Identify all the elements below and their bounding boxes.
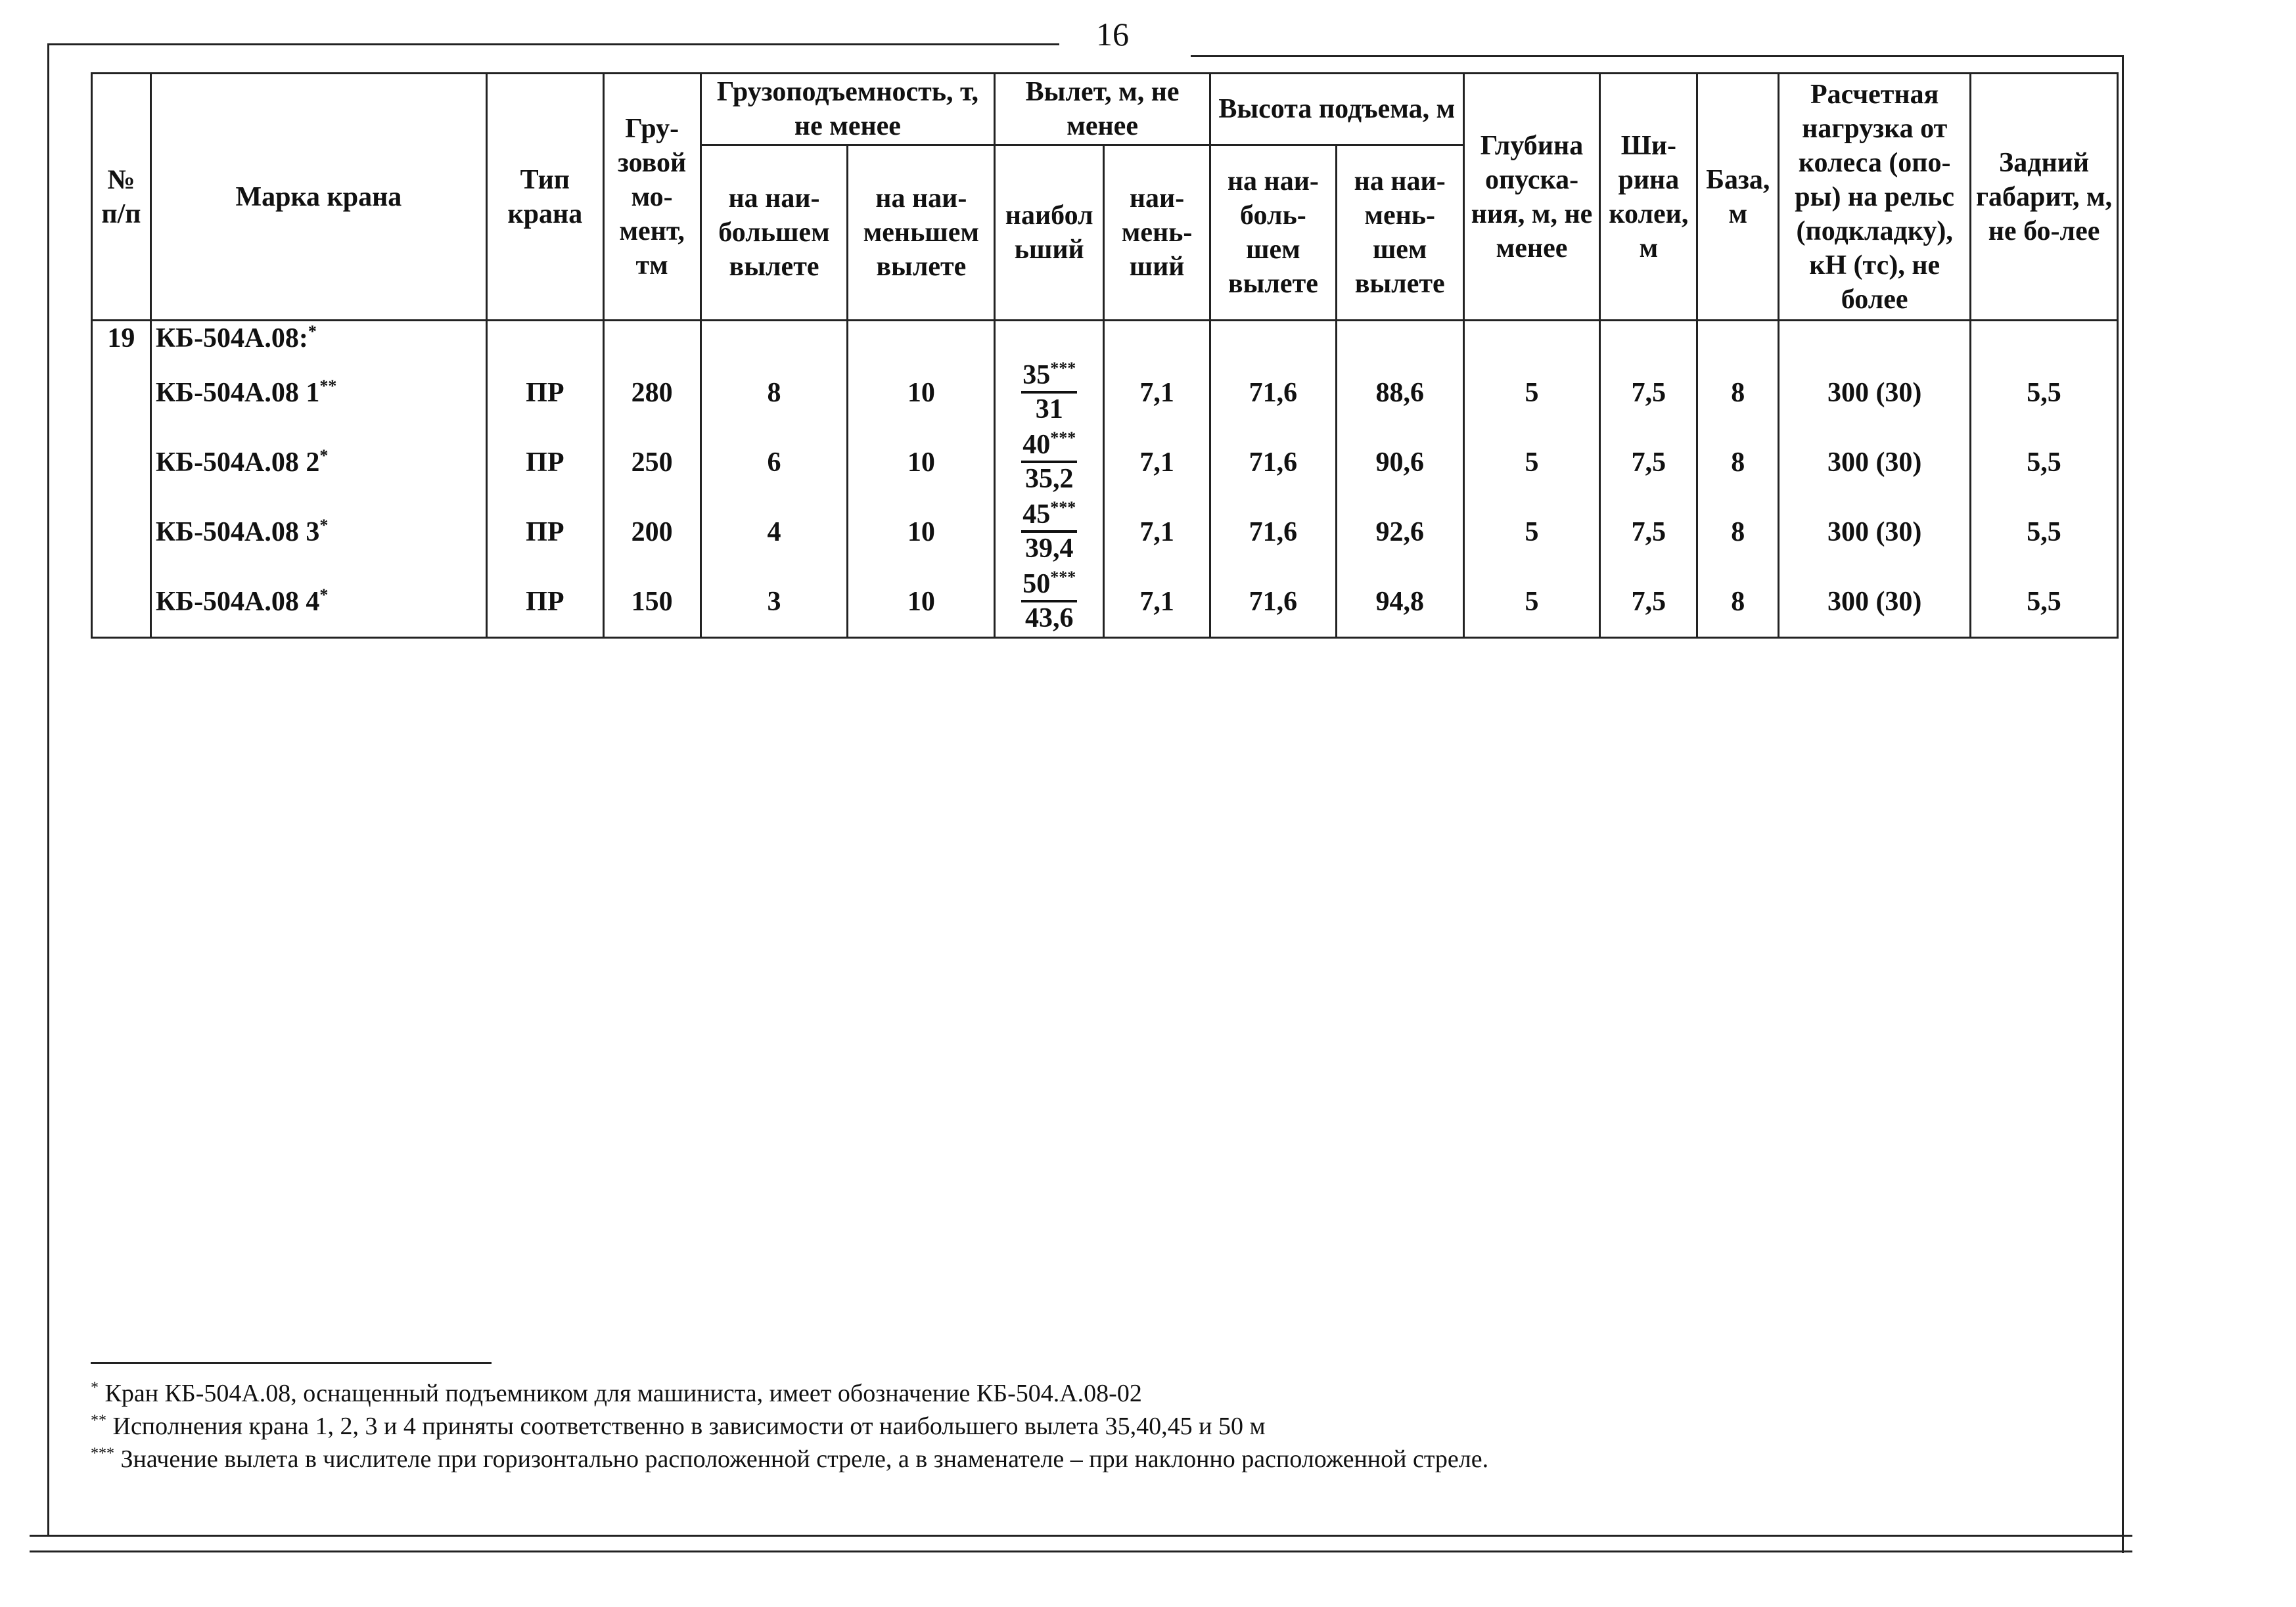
height-min: 90,6 — [1336, 428, 1463, 497]
frame-line — [2122, 55, 2124, 1553]
gauge: 7,5 — [1600, 567, 1697, 638]
table-row — [92, 428, 2118, 497]
footnote-rule — [91, 1362, 492, 1364]
table-row — [92, 497, 2118, 567]
header-height-max: на наи-боль-шем вылете — [1210, 145, 1336, 321]
rear-clearance: 5,5 — [1971, 358, 2118, 428]
reach-max: $\frac{35^{***}}{31}$ — [995, 358, 1104, 428]
capacity-max: 4 — [700, 497, 848, 567]
header-no: № п/п — [92, 74, 151, 321]
footnotes — [91, 1377, 1488, 1476]
height-max: 71,6 — [1210, 497, 1336, 567]
header-brand: Марка крана — [150, 74, 486, 321]
base: 8 — [1697, 428, 1779, 497]
group-number: 19 — [92, 321, 151, 359]
header-reach-max: наибол ьший — [995, 145, 1104, 321]
footnote: ** Исполнения крана 1, 2, 3 и 4 приняты соответственно в зависимости от наибольшего вылета 35,40,45 и 50 м — [91, 1412, 1266, 1440]
header-type: Тип крана — [486, 74, 603, 321]
depth: 5 — [1463, 497, 1600, 567]
height-max: 71,6 — [1210, 428, 1336, 497]
header-reach-min: наи-мень-ший — [1104, 145, 1210, 321]
header-capacity: Грузоподъемность, т, не менее — [700, 74, 995, 145]
frame-line — [47, 43, 49, 1535]
reach-min: 7,1 — [1104, 428, 1210, 497]
header-depth: Глубина опуска-ния, м, не менее — [1463, 74, 1600, 321]
footnote: *** Значение вылета в числителе при горизонтально расположенной стреле, а в знаменателе – при наклонно расположенной стреле. — [91, 1445, 1489, 1473]
gauge: 7,5 — [1600, 358, 1697, 428]
base: 8 — [1697, 358, 1779, 428]
crane-brand: КБ-504А.08 1** — [150, 358, 486, 428]
header-height: Высота подъема, м — [1210, 74, 1463, 145]
page-number: 16 — [1096, 16, 1129, 53]
header-load: Расчетная нагрузка от колеса (опо-ры) на рельс (подкладку), кН (тс), не более — [1779, 74, 1971, 321]
height-max: 71,6 — [1210, 567, 1336, 638]
crane-type: ПР — [486, 358, 603, 428]
crane-brand: КБ-504А.08 3* — [150, 497, 486, 567]
reach-max: $\frac{45^{***}}{39,4}$ — [995, 497, 1104, 567]
height-min: 88,6 — [1336, 358, 1463, 428]
group-brand: КБ-504А.08:* — [150, 321, 486, 359]
depth: 5 — [1463, 358, 1600, 428]
header-capacity-max: на наи-большем вылете — [700, 145, 848, 321]
capacity-min: 10 — [848, 428, 995, 497]
header-reach: Вылет, м, не менее — [995, 74, 1210, 145]
capacity-max: 8 — [700, 358, 848, 428]
load-moment: 280 — [603, 358, 700, 428]
rear-clearance: 5,5 — [1971, 428, 2118, 497]
footnote: * Кран КБ-504А.08, оснащенный подъемником для машиниста, имеет обозначение КБ-504.А.08-02 — [91, 1379, 1142, 1407]
base: 8 — [1697, 567, 1779, 638]
reach-max: $\frac{40^{***}}{35,2}$ — [995, 428, 1104, 497]
table-row — [92, 358, 2118, 428]
depth: 5 — [1463, 567, 1600, 638]
wheel-load: 300 (30) — [1779, 428, 1971, 497]
wheel-load: 300 (30) — [1779, 497, 1971, 567]
reach-min: 7,1 — [1104, 497, 1210, 567]
capacity-min: 10 — [848, 567, 995, 638]
header-base: База, м — [1697, 74, 1779, 321]
rear-clearance: 5,5 — [1971, 567, 2118, 638]
crane-brand: КБ-504А.08 4* — [150, 567, 486, 638]
depth: 5 — [1463, 428, 1600, 497]
capacity-min: 10 — [848, 497, 995, 567]
header-capacity-min: на наи-меньшем вылете — [848, 145, 995, 321]
base: 8 — [1697, 497, 1779, 567]
frame-line — [1191, 55, 2124, 57]
frame-line — [30, 1535, 2132, 1537]
frame-line — [47, 43, 1059, 45]
crane-type: ПР — [486, 428, 603, 497]
gauge: 7,5 — [1600, 497, 1697, 567]
load-moment: 200 — [603, 497, 700, 567]
header-gauge: Ши-рина колеи, м — [1600, 74, 1697, 321]
capacity-max: 3 — [700, 567, 848, 638]
crane-brand: КБ-504А.08 2* — [150, 428, 486, 497]
crane-type: ПР — [486, 497, 603, 567]
crane-spec-table — [91, 72, 2119, 639]
header-height-min: на наи-мень-шем вылете — [1336, 145, 1463, 321]
header-moment: Гру-зовой мо-мент, тм — [603, 74, 700, 321]
reach-min: 7,1 — [1104, 567, 1210, 638]
crane-type: ПР — [486, 567, 603, 638]
height-min: 92,6 — [1336, 497, 1463, 567]
height-min: 94,8 — [1336, 567, 1463, 638]
capacity-max: 6 — [700, 428, 848, 497]
reach-min: 7,1 — [1104, 358, 1210, 428]
rear-clearance: 5,5 — [1971, 497, 2118, 567]
capacity-min: 10 — [848, 358, 995, 428]
wheel-load: 300 (30) — [1779, 567, 1971, 638]
wheel-load: 300 (30) — [1779, 358, 1971, 428]
frame-line — [30, 1550, 2132, 1552]
load-moment: 250 — [603, 428, 700, 497]
reach-max: $\frac{50^{***}}{43,6}$ — [995, 567, 1104, 638]
height-max: 71,6 — [1210, 358, 1336, 428]
gauge: 7,5 — [1600, 428, 1697, 497]
header-rear: Задний габарит, м, не бо-лее — [1971, 74, 2118, 321]
table-row — [92, 567, 2118, 638]
load-moment: 150 — [603, 567, 700, 638]
